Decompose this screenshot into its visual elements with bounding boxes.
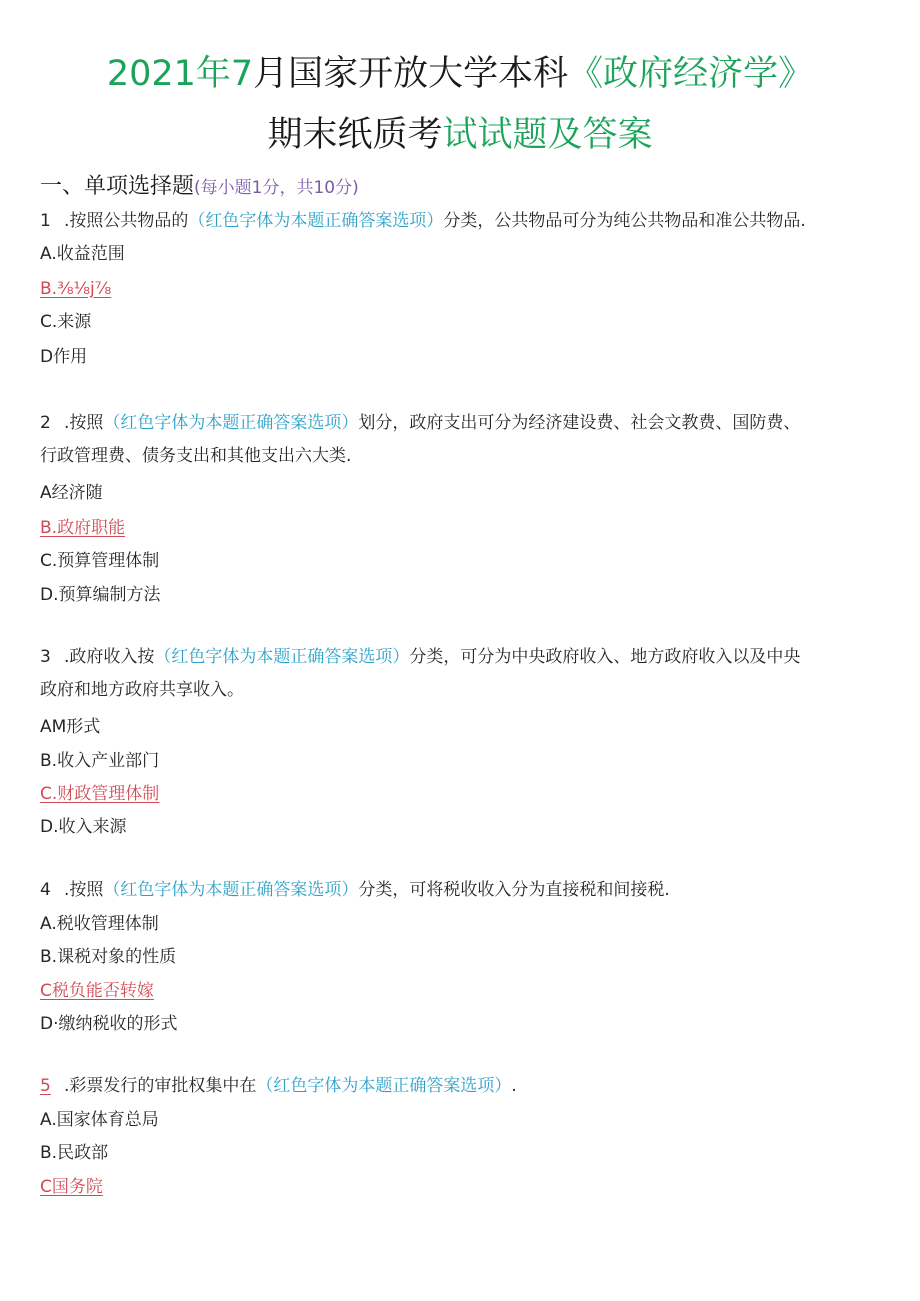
question-5-option-c-correct: C国务院 [40,1177,103,1197]
answer-hint: （红色字体为本题正确答案选项） [154,647,410,667]
question-5-option-a: A.国家体育总局 [40,1110,159,1130]
question-text: 分类，公共物品可分为纯公共物品和准公共物品. [443,211,806,231]
page-title-line-1 [0,52,920,96]
question-2-stem [40,410,800,436]
page-title-line-2 [0,113,920,157]
section-title: 一、单项选择题 [40,174,195,199]
question-number: 1 [40,211,51,231]
question-3-stem [40,644,800,670]
question-3-option-a: AM形式 [40,717,101,737]
question-text: 分类，可分为中央政府收入、地方政府收入以及中央 [409,647,801,667]
question-2-stem-continued: 行政管理费、债务支出和其他支出六大类. [40,446,352,466]
question-5-option-b: B.民政部 [40,1143,109,1163]
section-note: (每小题1分，共10分) [194,178,359,198]
section-heading [40,172,359,203]
question-text: .按照 [64,880,104,900]
question-4-stem [40,877,670,903]
title-year: 2021年7 [106,54,254,94]
answer-hint: （红色字体为本题正确答案选项） [103,880,359,900]
question-1-option-c: C.来源 [40,312,92,332]
question-1-option-d: D作用 [40,347,88,367]
question-4-option-c-correct: C税负能否转嫁 [40,981,154,1001]
question-number: 3 [40,647,51,667]
question-1-stem [40,208,806,234]
question-text: .按照 [64,413,104,433]
question-2-option-d: D.预算编制方法 [40,585,161,605]
title-exam-type: 期末纸质考 [267,115,443,155]
question-text: .政府收入按 [64,647,155,667]
question-2-option-a: A经济随 [40,483,103,503]
question-number: 5 [40,1076,51,1096]
title-course: 《政府经济学》 [568,54,814,94]
question-1-option-a: A.收益范围 [40,244,125,264]
question-text: . [511,1076,517,1096]
question-2-option-c: C.预算管理体制 [40,551,160,571]
question-text: 划分，政府支出可分为经济建设费、社会文教费、国防费、 [358,413,801,433]
question-3-stem-continued: 政府和地方政府共享收入。 [40,680,244,700]
question-number: 2 [40,413,51,433]
answer-hint: （红色字体为本题正确答案选项） [103,413,359,433]
question-text: .彩票发行的审批权集中在 [64,1076,257,1096]
question-text: .按照公共物品的 [64,211,189,231]
question-3-option-d: D.收入来源 [40,817,127,837]
answer-hint: （红色字体为本题正确答案选项） [256,1076,512,1096]
question-3-option-b: B.收入产业部门 [40,751,160,771]
question-4-option-d: D·缴纳税收的形式 [40,1014,178,1034]
question-2-option-b-correct: B.政府职能 [40,518,126,538]
question-text: 分类，可将税收收入分为直接税和间接税. [358,880,670,900]
question-3-option-c-correct: C.财政管理体制 [40,784,160,804]
question-1-option-b-correct: B.⅜⅛j⅞ [40,279,112,299]
question-4-option-b: B.课税对象的性质 [40,947,177,967]
title-institution: 月国家开放大学本科 [253,54,569,94]
answer-hint: （红色字体为本题正确答案选项） [188,211,444,231]
question-number: 4 [40,880,51,900]
title-suffix: 试试题及答案 [442,115,653,155]
question-4-option-a: A.税收管理体制 [40,914,159,934]
question-5-stem [40,1073,517,1099]
